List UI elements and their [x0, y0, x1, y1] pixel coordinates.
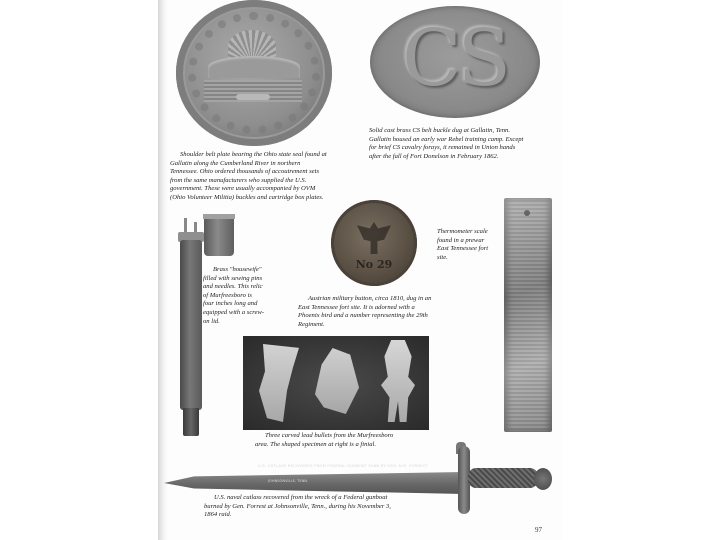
- mounting-hole: [524, 210, 530, 216]
- hill-detail: [208, 56, 300, 78]
- phoenix-bird-detail: [357, 222, 391, 254]
- cs-belt-buckle-photo: [370, 6, 540, 118]
- page-gutter-shadow: [158, 0, 168, 540]
- housewife-lid-photo: [204, 214, 234, 256]
- book-page: [158, 0, 562, 540]
- housewife-pin: [184, 218, 187, 233]
- cutlass-engraving-line2: JOHNSONVILLE, TENN.: [268, 479, 309, 483]
- ohio-belt-plate-photo: [176, 0, 332, 146]
- housewife-tube-photo: [180, 240, 202, 410]
- caption-cutlass: U.S. naval cutlass recovered from the wreck of a Federal gunboat burned by Gen. Forrest at Johnsonville, Tenn., during his November 3, 1864 raid.: [204, 494, 391, 519]
- cutlass-blade-photo: [164, 472, 464, 494]
- carved-bullet-2: [315, 348, 359, 414]
- caption-bullets: Three carved lead bullets from the Murfreesboro area. The shaped specimen at right is a finial.: [255, 432, 394, 448]
- thermometer-scale-photo: [504, 198, 552, 432]
- caption-ohio-plate: Shoulder belt plate bearing the Ohio state seal found at Gallatin along the Cumberland River in northern Tennessee. Ohio ordered thousands of accoutrement sets from the same manufacturers who supplied the U.S. government. These were usually accompanied by OVM (Ohio Volunteer Militia) buckles and cartridge box plates.: [170, 151, 327, 201]
- housewife-end: [183, 408, 199, 436]
- carved-bullet-1: [259, 344, 299, 422]
- caption-austrian-button: Austrian military button, circa 1810, dug in an East Tennessee fort site. It is adorned with a Phoenix bird and a number representing the 29th Regiment.: [298, 295, 432, 328]
- caption-housewife: Brass "housewife" filled with sewing pins and needles. This relic of Murfreesboro is four inches long and equipped with a screw- on lid.: [203, 266, 265, 325]
- caption-thermometer: Thermometer scale found in a prewar East Tennessee fort site.: [437, 228, 489, 261]
- cutlass-grip: [468, 468, 538, 488]
- austrian-button-photo: [331, 200, 417, 286]
- finial-bullet: [381, 340, 415, 422]
- page-number: 97: [535, 526, 542, 534]
- carved-bullets-photo: [243, 336, 429, 430]
- regiment-number: No 29: [355, 258, 393, 271]
- cutlass-engraving-line1: U.S. CUTLASS RECOVERED FROM FEDERAL GUNBOAT SUNK BY GEN. N.B. FORREST: [258, 464, 428, 468]
- caption-cs-buckle: Solid cast brass CS belt buckle dug at Gallatin, Tenn. Gallatin housed an early war Rebel training camp. Except for brief CS cavalry forays, it remained in Union hands after the fall of Fort Donelson in February 1862.: [369, 127, 524, 160]
- cutlass-pommel: [534, 468, 552, 490]
- canal-boat-detail: [236, 94, 270, 100]
- cs-letters: CS: [402, 14, 508, 104]
